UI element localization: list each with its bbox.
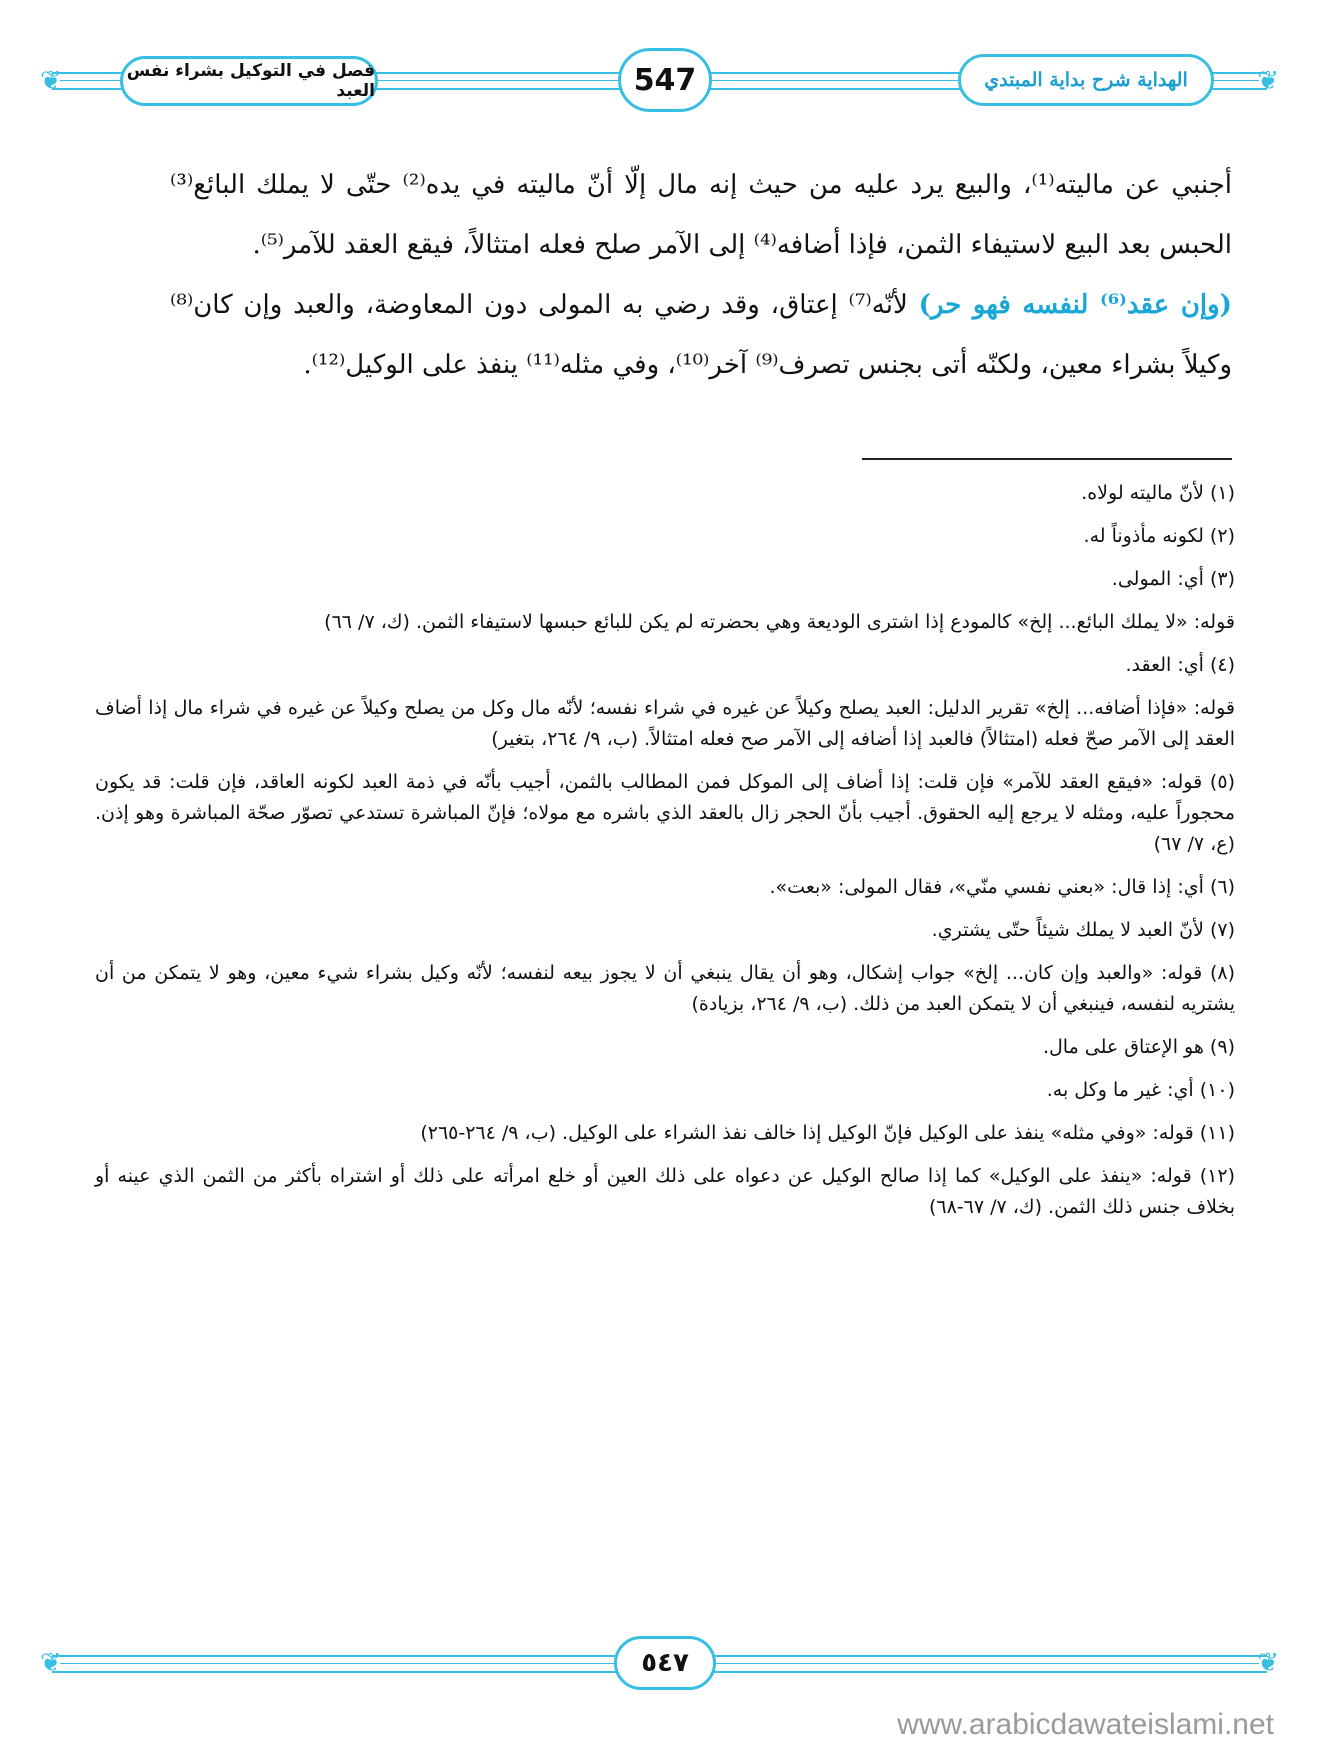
footnote: قوله: «فإذا أضافه... إلخ» تقرير الدليل: العبد يصلح وكيلاً عن غيره في شراء نفسه؛ لأنّه مال وكل من يصلح وكيلاً عن غيره في شراء مال إذا أضاف العقد إلى الآمر صحّ فعله (امتثالاً) فالعبد إذا أضافه إلى الآمر صح فعله امتثالاً. (ب، ٩/ ٢٦٤، بتغير)	[95, 697, 1235, 750]
footnote: (٢) لكونه مأذوناً له.	[1083, 525, 1235, 547]
main-paragraph-2-rest: لأنّه⁽⁷⁾ إعتاق، وقد رضي به المولى دون المعاوضة، والعبد وإن كان⁽⁸⁾ وكيلاً بشراء معين، ولكنّه أتى بجنس تصرف⁽⁹⁾ آخر⁽¹⁰⁾، وفي مثله⁽¹¹⁾ ينفذ على الوكيل⁽¹²⁾.	[170, 290, 1232, 380]
footnote: (٣) أي: المولى.	[1111, 568, 1235, 590]
chapter-title: فصل في التوكيل بشراء نفس العبد	[120, 56, 378, 106]
footer-page-number: ٥٤٧	[614, 1636, 716, 1690]
footer-ornament-right-icon: ❦	[1257, 1648, 1279, 1678]
main-text	[170, 155, 1232, 395]
page-number: 547	[618, 48, 712, 112]
ornament-right-icon: ❦	[1257, 66, 1279, 96]
main-paragraph-2	[170, 275, 1232, 395]
footnote: (١) لأنّ ماليته لولاه.	[1081, 482, 1235, 504]
footnote: قوله: «لا يملك البائع... إلخ» كالمودع إذا اشترى الوديعة وهي بحضرته لم يكن للبائع حبسها لاستيفاء الثمن. (ك، ٧/ ٦٦)	[324, 611, 1235, 633]
footnotes	[95, 478, 1235, 1235]
main-paragraph-1: أجنبي عن ماليته⁽¹⁾، والبيع يرد عليه من حيث إنه مال إلّا أنّ ماليته في يده⁽²⁾ حتّى لا يملك البائع⁽³⁾ الحبس بعد البيع لاستيفاء الثمن، فإذا أضافه⁽⁴⁾ إلى الآمر صلح فعله امتثالاً، فيقع العقد للآمر⁽⁵⁾.	[170, 170, 1232, 260]
highlighted-phrase: (وإن عقد⁽⁶⁾ لنفسه فهو حر)	[918, 290, 1232, 320]
website-watermark: www.arabicdawateislami.net	[897, 1708, 1274, 1741]
footer-ornament-left-icon: ❦	[40, 1648, 62, 1678]
footnote-separator	[862, 458, 1232, 460]
footnote: (٩) هو الإعتاق على مال.	[1042, 1036, 1235, 1058]
footnote: (١٢) قوله: «ينفذ على الوكيل» كما إذا صالح الوكيل عن دعواه على ذلك العين أو خلع امرأته على ذلك أو اشتراه بأكثر من الثمن الذي عينه أو بخلاف جنس ذلك الثمن. (ك، ٧/ ٦٧-٦٨)	[95, 1165, 1235, 1218]
book-title: الهداية شرح بداية المبتدي	[958, 54, 1214, 106]
footnote: (٨) قوله: «والعبد وإن كان... إلخ» جواب إشكال، وهو أن يقال ينبغي أن لا يجوز بيعه لنفسه؛ لأنّه وكيل بشراء شيء معين، وهو لا يتمكن من أن يشتريه لنفسه، فينبغي أن لا يتمكن العبد من ذلك. (ب، ٩/ ٢٦٤، بزيادة)	[95, 962, 1235, 1015]
footnote: (٤) أي: العقد.	[1125, 654, 1235, 676]
footnote: (٥) قوله: «فيقع العقد للآمر» فإن قلت: إذا أضاف إلى الموكل فمن المطالب بالثمن، أجيب بأنّه في ذمة العبد لكونه العاقد، فإن قلت: قد يكون محجوراً عليه، ومثله لا يرجع إليه الحقوق. أجيب بأنّ الحجر زال بالعقد الذي باشره مع مولاه؛ فإنّ المباشرة تستدعي تصوّر صحّة المباشرة وهو إذن. (ع، ٧/ ٦٧)	[95, 771, 1235, 855]
footnote: (٧) لأنّ العبد لا يملك شيئاً حتّى يشتري.	[931, 919, 1235, 941]
ornament-left-icon: ❦	[40, 66, 62, 96]
footnote: (١٠) أي: غير ما وكل به.	[1046, 1079, 1235, 1101]
footnote: (١١) قوله: «وفي مثله» ينفذ على الوكيل فإنّ الوكيل إذا خالف نفذ الشراء على الوكيل. (ب، ٩/ ٢٦٤-٢٦٥)	[420, 1122, 1235, 1144]
footnote: (٦) أي: إذا قال: «بعني نفسي منّي»، فقال المولى: «بعت».	[769, 876, 1235, 898]
